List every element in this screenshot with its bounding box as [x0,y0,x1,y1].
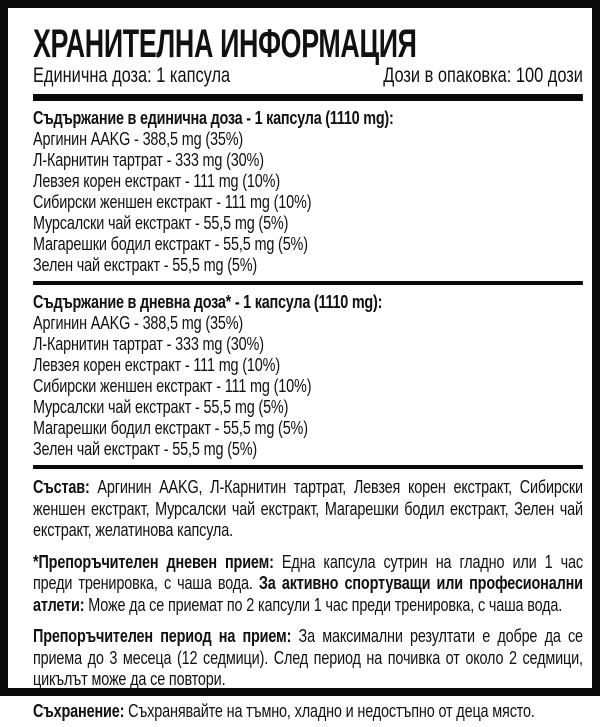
daily-dose-item: Зелен чай екстракт - 55,5 mg (5%) [33,438,258,459]
single-dose-item: Аргинин AAKG - 388,5 mg (35%) [33,128,244,149]
recommended-period-text: За максимални резултати е добре да се приема до 3 месеца (12 седмици). След период на почивка от около 2 седмици, цикълът може да се повтори. [33,625,583,689]
recommended-daily-label: *Препоръчителен дневен прием: [33,550,274,572]
daily-dose-heading: Съдържание в дневна доза* - 1 капсула (1110 mg): [33,291,383,312]
single-dose-item: Зелен чай екстракт - 55,5 mg (5%) [33,254,258,275]
daily-dose-item: Мурсалски чай екстракт - 55,5 mg (5%) [33,396,289,417]
storage-label: Съхранение: [33,699,125,721]
single-dose-heading: Съдържание в единична доза - 1 капсула (1110 mg): [33,107,394,128]
ingredients-text: Аргинин AAKG, Л-Карнитин тартрат, Левзея корен екстракт, Сибирски женшен екстракт, Мурсалски чай екстракт, Магарешки бодил екстракт, Зелен чай екстракт, желатинова капсула. [33,476,583,540]
label-content [33,22,583,727]
daily-dose-item: Аргинин AAKG - 388,5 mg (35%) [33,312,244,333]
page-title: ХРАНИТЕЛНА ИНФОРМАЦИЯ [33,22,417,66]
recommended-period-paragraph [33,625,583,690]
ingredients-label: Състав: [33,476,90,497]
daily-dose-item: Магарешки бодил екстракт - 55,5 mg (5%) [33,417,308,438]
single-dose-item: Мурсалски чай екстракт - 55,5 mg (5%) [33,212,289,233]
daily-dose-section [33,285,583,465]
single-dose-item: Левзея корен екстракт - 111 mg (10%) [33,170,280,191]
ingredients-paragraph [33,476,583,541]
daily-dose-item: Л-Карнитин тартрат - 333 mg (30%) [33,333,264,354]
single-dose-section [33,101,583,281]
daily-dose-item: Левзея корен екстракт - 111 mg (10%) [33,354,280,375]
athletes-label: За активно спортуващи или професионални атлети: [33,572,583,615]
serving-info-row [33,64,583,88]
daily-dose-item: Сибирски женшен екстракт - 111 mg (10%) [33,375,312,396]
recommended-daily-paragraph [33,551,583,616]
storage-text: Съхранявайте на тъмно, хладно и недостъпно от деца място. [124,699,535,721]
single-dose-item: Магарешки бодил екстракт - 55,5 mg (5%) [33,233,308,254]
serving-size: Единична доза: 1 капсула [33,64,231,87]
single-dose-item: Сибирски женшен екстракт - 111 mg (10%) [33,191,312,212]
servings-per-container: Дози в опаковка: 100 дози [383,64,583,87]
recommended-period-label: Препоръчителен период на прием: [33,625,292,646]
single-dose-item: Л-Карнитин тартрат - 333 mg (30%) [33,149,264,170]
storage-paragraph [33,700,583,722]
notes-section [33,469,583,727]
recommended-daily-text: Една капсула сутрин на гладно или 1 час преди тренировка, с чаша вода. [33,550,583,593]
athletes-text: Може да се приемат по 2 капсули 1 час преди тренировка, с чаша вода. [84,593,563,615]
divider-thick [33,94,583,101]
